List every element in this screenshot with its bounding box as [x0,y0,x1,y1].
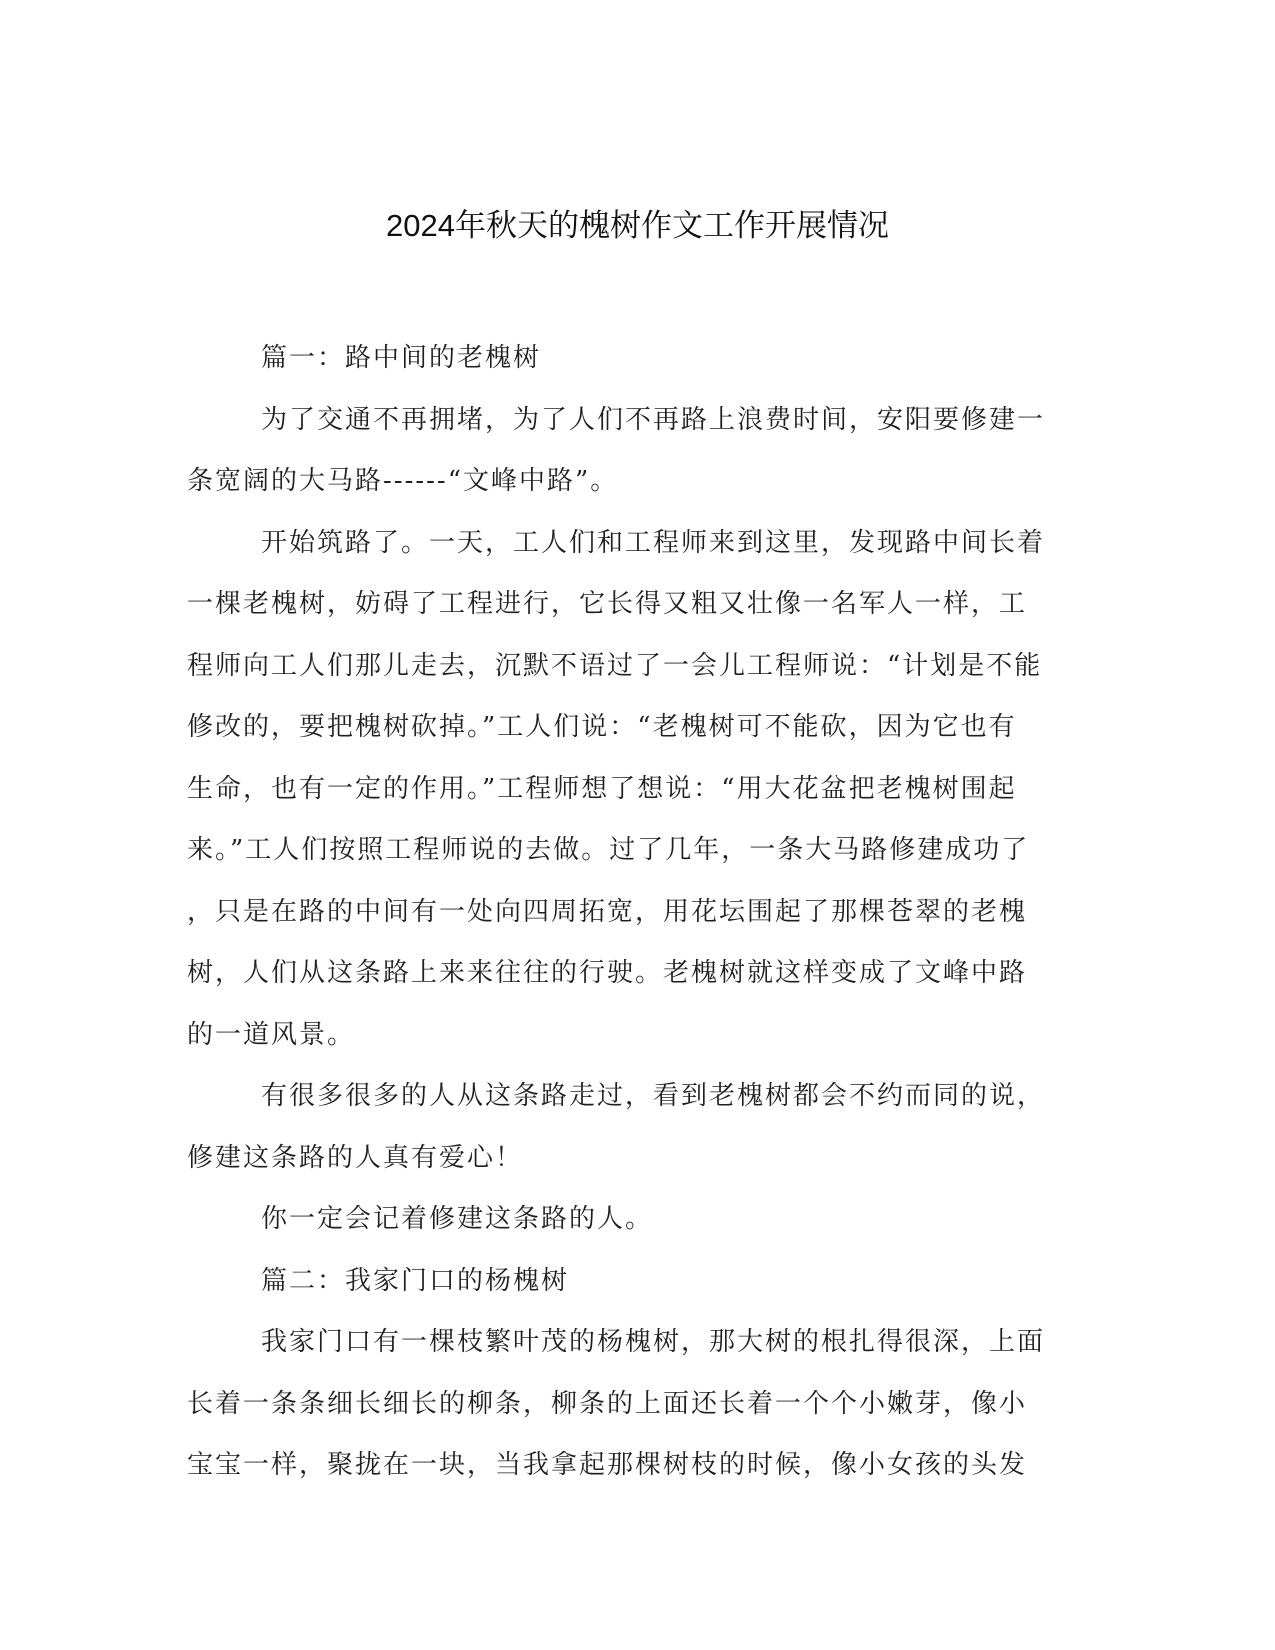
paragraph-line: 程师向工人们那儿走去，沉默不语过了一会儿工程师说：“计划是不能 [187,650,1043,681]
paragraph-line: 你一定会记着修建这条路的人。 [261,1204,654,1234]
paragraph-line: 修建这条路的人真有爱心！ [187,1142,524,1173]
paragraph-line: 生命，也有一定的作用。”工程师想了想说：“用大花盆把老槐树围起 [187,773,1017,804]
paragraph-line: 为了交通不再拥堵，为了人们不再路上浪费时间，安阳要修建一 [261,404,1046,435]
paragraph-line: 条宽阔的大马路------“文峰中路”。 [187,466,619,496]
document-title: 2024年秋天的槐树作文工作开展情况 [386,208,889,243]
document-body [187,328,1067,1497]
paragraph-line: 我家门口有一棵枝繁叶茂的杨槐树，那大树的根扎得很深，上面 [261,1327,1046,1357]
paragraph-line: 开始筑路了。一天，工人们和工程师来到这里，发现路中间长着 [261,527,1046,558]
paragraph-line: 树，人们从这条路上来来往往的行驶。老槐树就这样变成了文峰中路 [187,958,1028,988]
paragraph-line: 一棵老槐树，妨碍了工程进行，它长得又粗又壮像一名军人一样，工 [187,589,1028,619]
paragraph-line: 来。”工人们按照工程师说的去做。过了几年，一条大马路修建成功了 [187,835,1030,865]
paragraph-line: 篇一：路中间的老槐树 [261,343,542,373]
paragraph-line: 长着一条条细长细长的柳条，柳条的上面还长着一个个小嫩芽，像小 [187,1388,1028,1419]
paragraph-line: 宝宝一样，聚拢在一块，当我拿起那棵树枝的时候，像小女孩的头发 [187,1450,1028,1480]
paragraph-line: 修改的，要把槐树砍掉。”工人们说：“老槐树可不能砍，因为它也有 [187,712,1017,742]
paragraph-line: ，只是在路的中间有一处向四周拓宽，用花坛围起了那棵苍翠的老槐 [187,896,1028,927]
paragraph-line: 的一道风景。 [187,1019,356,1050]
paragraph-line: 篇二：我家门口的杨槐树 [261,1265,570,1296]
paragraph-line: 有很多很多的人从这条路走过，看到老槐树都会不约而同的说， [261,1081,1046,1111]
